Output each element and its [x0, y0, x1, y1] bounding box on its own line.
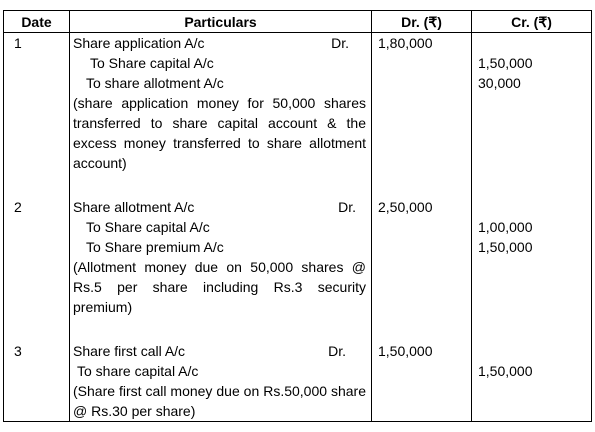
date-header: Date	[4, 11, 70, 33]
credit-amount: 1,50,000	[478, 239, 533, 255]
entry-particulars	[70, 341, 372, 422]
credit-header: Cr. (₹)	[472, 11, 592, 33]
narration: (Share first call money due on Rs.50,000 share @ Rs.30 per share)	[73, 383, 366, 419]
entry-particulars	[70, 33, 372, 198]
narration: (Allotment money due on 50,000 shares @ Rs.5 per share including Rs.3 security premium)	[73, 259, 366, 315]
debit-line	[73, 197, 366, 217]
credit-amount: 1,50,000	[478, 55, 533, 71]
credit-account: To Share capital A/c	[86, 219, 210, 235]
entry-date: 3	[4, 341, 70, 422]
credit-amounts	[472, 33, 592, 198]
credit-amounts	[472, 197, 592, 341]
debit-header: Dr. (₹)	[372, 11, 472, 33]
credit-account: To share allotment A/c	[86, 75, 224, 91]
debit-line	[73, 341, 366, 361]
credit-amount: 30,000	[478, 75, 521, 91]
debit-account: Share allotment A/c	[73, 199, 195, 215]
dr-marker: Dr.	[331, 35, 349, 51]
credit-account: To Share capital A/c	[90, 55, 214, 71]
journal-entry	[4, 33, 592, 198]
journal-entries-table	[3, 10, 592, 422]
debit-amount: 1,50,000	[372, 341, 472, 422]
particulars-header: Particulars	[70, 11, 372, 33]
dr-marker: Dr.	[338, 199, 356, 215]
entry-date: 2	[4, 197, 70, 341]
debit-line	[73, 33, 366, 53]
journal-entry	[4, 341, 592, 422]
journal-entry	[4, 197, 592, 341]
credit-account: To share capital A/c	[77, 363, 199, 379]
debit-amount: 2,50,000	[372, 197, 472, 341]
credit-amount: 1,00,000	[478, 219, 533, 235]
credit-amount: 1,50,000	[478, 363, 533, 379]
debit-amount: 1,80,000	[372, 33, 472, 198]
credit-amounts	[472, 341, 592, 422]
debit-account: Share application A/c	[73, 35, 205, 51]
dr-marker: Dr.	[328, 343, 346, 359]
narration: (share application money for 50,000 shares transferred to share capital account & the excess money transferred to share allotment account)	[73, 95, 366, 171]
header-row	[4, 11, 592, 33]
debit-account: Share first call A/c	[73, 343, 186, 359]
entry-date: 1	[4, 33, 70, 198]
credit-account: To Share premium A/c	[86, 239, 224, 255]
entry-particulars	[70, 197, 372, 341]
